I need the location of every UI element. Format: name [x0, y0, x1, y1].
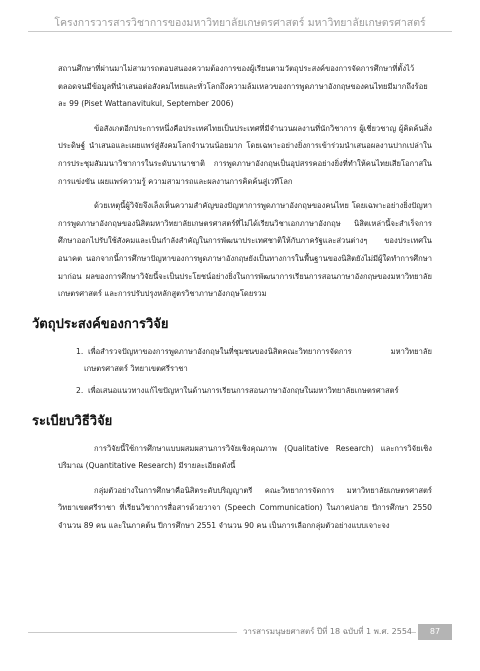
journal-citation: วารสารมนุษยศาสตร์ ปีที่ 18 ฉบับที่ 1 พ.ศ. 2554 — [237, 624, 412, 640]
paragraph-continued: สถานศึกษาที่ผ่านมาไม่สามารถตอบสนองความต้องการของผู้เรียนตามวัตถุประสงค์ของการจัดการศึกษาที่ตั้งไว้ ตลอดจนมีข้อมูลที่นำเสนอต่อสังคมไทยและทั่วโลกถึงความล้มเหลวของการพูดภาษาอังกฤษของคนไทยมีมากถึงร้อยละ 99 (Piset Wattanavitukul, September 2006) — [58, 64, 428, 109]
item-text: เพื่อเสนอแนวทางแก้ไขปัญหาในด้านการเรียนการสอนภาษาอังกฤษในมหาวิทยาลัยเกษตรศาสตร์ — [88, 385, 399, 395]
objective-item — [58, 343, 432, 378]
page-number-badge: 87 — [418, 624, 452, 640]
section-heading-objectives: วัตถุประสงค์ของการวิจัย — [32, 316, 169, 332]
paragraph: การวิจัยนี้ใช้การศึกษาแบบผสมผสานการวิจัยเชิงคุณภาพ (Qualitative Research) และการวิจัยเชิงปริมาณ (Quantitative Research) มีรายละเอียดดังนี้ — [58, 443, 432, 471]
item-number: 2. — [76, 385, 84, 395]
article-body — [32, 60, 432, 541]
section-heading-methodology: ระเบียบวิธีวิจัย — [32, 413, 113, 429]
header-divider — [28, 31, 452, 32]
objective-item — [58, 382, 432, 400]
paragraph: กลุ่มตัวอย่างในการศึกษาคือนิสิตระดับปริญญาตรี คณะวิทยาการจัดการ มหาวิทยาลัยเกษตรศาสตร์ วิทยาเขตศรีราชา ที่เรียนวิชาการสื่อสารด้วยวาจา (Speech Communication) ในภาคปลาย ปีการศึกษา 2550 จำนวน 89 คน และในภาคต้น ปีการศึกษา 2551 จำนวน 90 คน เป็นการเลือกกลุ่มตัวอย่างแบบเจาะจง — [58, 485, 432, 530]
paragraph: ข้อสังเกตอีกประการหนึ่งคือประเทศไทยเป็นประเทศที่มีจำนวนผลงานที่นักวิชาการ ผู้เชี่ยวชาญ ผู้คิดค้นสิ่งประดิษฐ์ นำเสนอและเผยแพร่สู่สังคมโลกจำนวนน้อยมาก โดยเฉพาะอย่างยิ่งการเข้าร่วมนำเสนอผลงานปากเปล่าในการประชุมสัมมนาวิชาการในระดับนานาชาติ การพูดภาษาอังกฤษเป็นอุปสรรคอย่างยิ่งที่ทำให้คนไทยเสียโอกาสในการแข่งขัน เผยแพร่ความรู้ ความสามารถและผลงานการคิดค้นสู่เวทีโลก — [58, 123, 432, 186]
item-number: 1. — [76, 346, 84, 356]
item-text: เพื่อสำรวจปัญหาของการพูดภาษาอังกฤษในที่ชุมชนของนิสิตคณะวิทยาการจัดการ มหาวิทยาลัยเกษตรศาสตร์ วิทยาเขตศรีราชา — [84, 346, 432, 374]
running-header: โครงการวารสารวิชาการของมหาวิทยาลัยเกษตรศาสตร์ มหาวิทยาลัยเกษตรศาสตร์ — [54, 17, 426, 29]
page-footer — [0, 624, 480, 644]
paragraph: ด้วยเหตุนี้ผู้วิจัยจึงเล็งเห็นความสำคัญของปัญหาการพูดภาษาอังกฤษของคนไทย โดยเฉพาะอย่างยิ่งปัญหาการพูดภาษาอังกฤษของนิสิตมหาวิทยาลัยเกษตรศาสตร์ที่ไม่ได้เรียนวิชาเอกภาษาอังกฤษ นิสิตเหล่านี้จะสำเร็จการศึกษาออกไปรับใช้สังคมและเป็นกำลังสำคัญในการพัฒนาประเทศชาติให้กับภาครัฐและส่วนต่างๆ ของประเทศในอนาคต นอกจากนี้การศึกษาปัญหาของการพูดภาษาอังกฤษยังเป็นทางการในพื้นฐานของนิสิตยังไม่มีผู้ใดทำการศึกษามาก่อน ผลของการศึกษาวิจัยนี้จะเป็นประโยชน์อย่างยิ่งในการพัฒนาการเรียนการสอนภาษาอังกฤษของมหาวิทยาลัยเกษตรศาสตร์ และการปรับปรุงหลักสูตรวิชาภาษาอังกฤษโดยรวม — [58, 201, 432, 299]
